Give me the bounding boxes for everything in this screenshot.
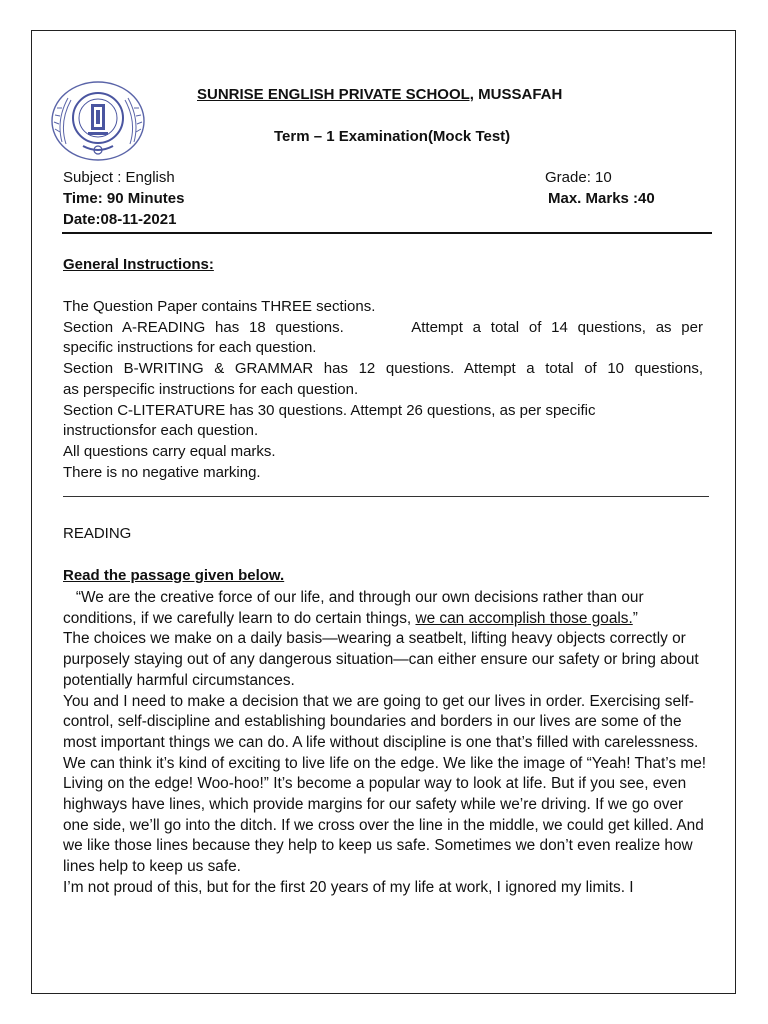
instruction-line: instructionsfor each question. <box>63 422 259 440</box>
section-separator <box>63 496 709 497</box>
instruction-line: as perspecific instructions for each question. <box>63 380 359 398</box>
time-label: Time: 90 Minutes <box>63 190 185 207</box>
exam-title: Term – 1 Examination(Mock Test) <box>274 128 511 145</box>
instruction-line: All questions carry equal marks. <box>63 442 276 460</box>
passage-paragraph: The choices we make on a daily basis—wearing a seatbelt, lifting heavy objects correctly or purposely staying out of any dangerous situation—can either ensure our safety or bring about potentially harmful circumstances. <box>63 630 699 689</box>
school-name: SUNRISE ENGLISH PRIVATE SCHOOL, MUSSAFAH <box>197 86 563 103</box>
date-label: Date:08-11-2021 <box>63 211 177 228</box>
reading-passage <box>63 588 713 899</box>
passage-paragraph: You and I need to make a decision that we are going to get our lives in order. Exercising self-control, self-discipline and establishing boundaries and borders in our lives are some of the most important things we can do. A life without discipline is one that’s filled with carelessness. <box>63 692 699 751</box>
subject-label: Subject : English <box>63 169 175 186</box>
instruction-line: Section C-LITERATURE has 30 questions. Attempt 26 questions, as per specific <box>63 401 596 419</box>
section-title: READING <box>63 525 132 542</box>
passage-paragraph: I’m not proud of this, but for the first 20 years of my life at work, I ignored my limits. I <box>63 878 634 896</box>
grade-label: Grade: 10 <box>545 169 612 186</box>
header-divider <box>62 232 712 234</box>
instructions-heading: General Instructions: <box>63 256 214 273</box>
instructions-list <box>63 297 703 483</box>
passage-heading: Read the passage given below. <box>63 567 285 584</box>
instruction-line: Section A-READING has 18 questions. Attempt a total of 14 questions, as per <box>63 318 703 336</box>
instruction-line: specific instructions for each question. <box>63 339 317 357</box>
underlined-phrase: we can accomplish those goals. <box>415 609 633 627</box>
max-marks-label: Max. Marks :40 <box>548 190 655 207</box>
passage-quote: “We are the creative force of our life, and through our own decisions rather than our conditions, if we carefully learn to do certain things, we can accomplish those goals.” <box>63 589 648 627</box>
passage-paragraph: We can think it’s kind of exciting to live life on the edge. We like the image of “Yeah! That’s me! Living on the edge! Woo-hoo!” It’s become a popular way to look at life. But if you see, even highways have lines, which provide margins for our safety while we’re driving. If we go over one side, we’ll go into the ditch. If we cross over the line in the middle, we could get killed. And we like those lines because they help to keep us safe. Sometimes we don’t even realize how lines help to keep us safe. <box>63 754 707 876</box>
instruction-line: The Question Paper contains THREE sections. <box>63 298 376 315</box>
school-emblem <box>50 80 147 162</box>
instruction-line: Section B-WRITING & GRAMMAR has 12 questions. Attempt a total of 10 questions, <box>63 360 703 378</box>
instruction-line: There is no negative marking. <box>63 463 261 481</box>
